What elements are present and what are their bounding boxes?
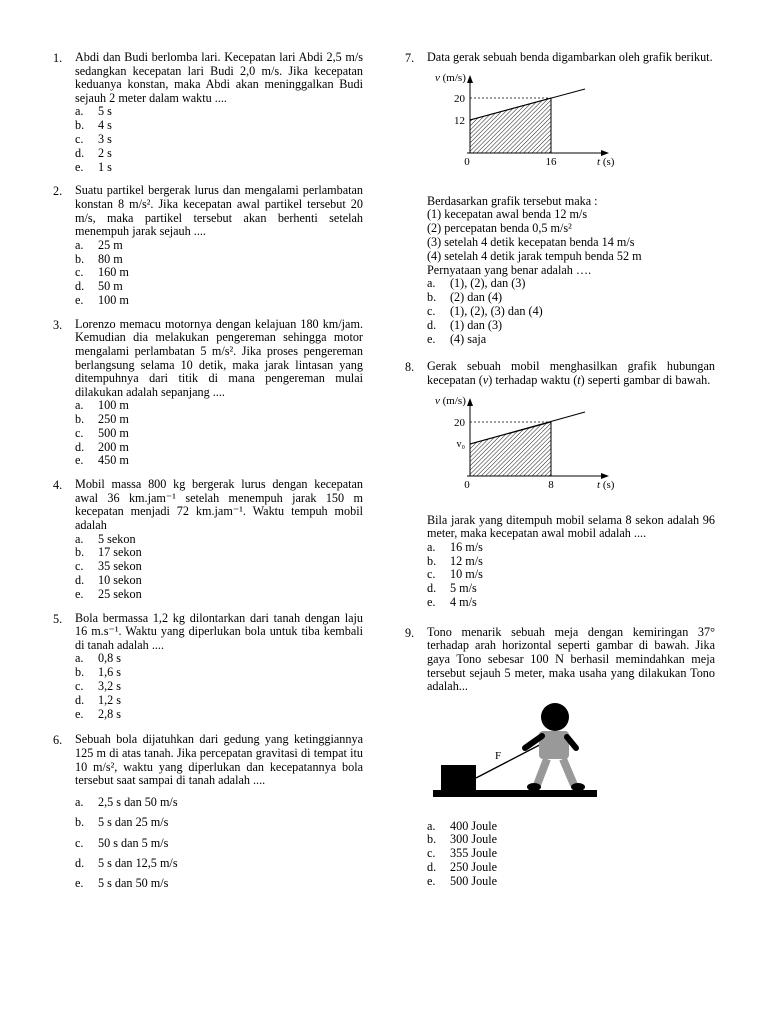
option-text: 250 m <box>98 412 129 427</box>
question-stem: Mobil massa 800 kg bergerak lurus dengan kecepatan awal 36 km.jam⁻¹ setelah menempuh jarak 150 m kecepatan menjadi 72 km.jam⁻¹. Waktu tempuh mobil adalah <box>75 477 363 533</box>
option-letter: d. <box>75 145 85 160</box>
question-number: 9. <box>405 625 415 640</box>
answer-option[interactable] <box>75 833 363 853</box>
answer-options <box>75 399 363 468</box>
statement-line: Pernyataan yang benar adalah …. <box>427 262 592 277</box>
option-letter: a. <box>75 794 84 809</box>
answer-option[interactable] <box>75 680 363 694</box>
pulling-table-illustration <box>433 700 603 800</box>
option-letter: d. <box>427 317 437 332</box>
answer-option[interactable] <box>427 541 715 555</box>
velocity-time-graph-8 <box>427 394 627 504</box>
answer-option[interactable] <box>75 441 363 455</box>
option-text: 50 s dan 5 m/s <box>98 835 169 850</box>
option-letter: a. <box>75 651 84 666</box>
option-text: 80 m <box>98 251 123 266</box>
option-text: 10 m/s <box>450 567 483 582</box>
option-text: 1 s <box>98 159 112 174</box>
answer-option[interactable] <box>75 546 363 560</box>
shaded-area <box>470 98 551 153</box>
question-4 <box>53 478 363 601</box>
person-foot-right <box>571 783 585 791</box>
question-5 <box>53 612 363 722</box>
option-letter: e. <box>75 706 84 721</box>
y-tick-top: 20 <box>454 416 465 429</box>
option-letter: d. <box>427 581 437 596</box>
question-7 <box>405 51 715 346</box>
answer-option[interactable] <box>75 161 363 175</box>
option-letter: e. <box>427 331 436 346</box>
question-8-followup: Bila jarak yang ditempuh mobil selama 8 sekon adalah 96 meter, maka kecepatan awal mobil adalah .... <box>427 512 715 541</box>
option-letter: b. <box>75 251 85 266</box>
option-letter: c. <box>75 265 84 280</box>
answer-option[interactable] <box>427 291 715 305</box>
option-letter: b. <box>75 665 85 680</box>
option-text: 4 s <box>98 118 112 133</box>
x-tick-end: 16 <box>545 155 557 168</box>
force-label: F <box>495 749 502 762</box>
option-text: 5 s dan 25 m/s <box>98 815 169 830</box>
option-letter: b. <box>75 412 85 427</box>
option-text: 12 m/s <box>450 553 483 568</box>
question-stem: Gerak sebuah mobil menghasilkan grafik hubungan kecepatan (v) terhadap waktu (t) seperti gambar di bawah. <box>427 359 715 387</box>
answer-option[interactable] <box>75 280 363 294</box>
option-letter: e. <box>427 594 436 609</box>
option-text: 160 m <box>98 265 129 280</box>
answer-option[interactable] <box>75 708 363 722</box>
option-letter: c. <box>427 846 436 861</box>
option-letter: e. <box>427 873 436 888</box>
option-text: (2) dan (4) <box>450 290 503 305</box>
option-letter: d. <box>75 573 85 588</box>
table-block <box>441 765 476 790</box>
option-letter: b. <box>427 832 437 847</box>
answer-option[interactable] <box>427 596 715 610</box>
answer-option[interactable] <box>75 399 363 413</box>
x-axis-label: t (s) <box>597 478 615 491</box>
question-stem: Tono menarik sebuah meja dengan kemiringan 37° terhadap arah horizontal seperti gambar di bawah. Jika gaya Tono sebesar 100 N berhasil memindahkan meja tersebut sejauh 5 meter, maka usaha yang dilakukan Tono adalah... <box>427 624 715 694</box>
answer-option[interactable] <box>75 588 363 602</box>
option-letter: a. <box>427 276 436 291</box>
option-letter: c. <box>75 679 84 693</box>
question-number: 4. <box>53 478 63 493</box>
option-letter: e. <box>75 586 84 601</box>
question-number: 1. <box>53 51 63 65</box>
answer-options <box>427 541 715 610</box>
answer-option[interactable] <box>427 555 715 569</box>
option-text: 50 m <box>98 279 123 294</box>
option-letter: c. <box>75 559 84 574</box>
option-text: (1) dan (3) <box>450 317 503 332</box>
answer-option[interactable] <box>75 574 363 588</box>
answer-option[interactable] <box>427 319 715 333</box>
question-6 <box>53 733 363 893</box>
option-text: 200 m <box>98 439 129 454</box>
answer-option[interactable] <box>427 847 715 861</box>
option-text: 450 m <box>98 453 129 468</box>
option-text: 100 m <box>98 292 129 307</box>
question-8 <box>405 360 715 609</box>
option-text: (4) saja <box>450 331 487 346</box>
right-column <box>405 51 715 899</box>
option-text: 500 m <box>98 425 129 440</box>
answer-option[interactable] <box>427 305 715 319</box>
option-text: 5 sekon <box>98 531 136 546</box>
option-letter: d. <box>75 279 85 294</box>
answer-option[interactable] <box>75 413 363 427</box>
option-text: 5 m/s <box>450 581 477 596</box>
option-letter: e. <box>75 159 84 174</box>
y-tick-mid: 12 <box>454 114 465 127</box>
answer-option[interactable] <box>75 119 363 133</box>
question-stem: Lorenzo memacu motornya dengan kelajuan 180 km/jam. Kemudian dia melakukan pengereman sehingga motor mengalami perlambatan 5 m/s². Jika proses pengereman berlangsung selama 10 detik, maka jarak lintasan yang ditempuhnya dari titik di mana pengereman mulai dilakukan adalah sepanjang .... <box>75 316 363 399</box>
answer-options <box>75 792 363 894</box>
statement-line: (2) percepatan benda 0,5 m/s² <box>427 221 572 236</box>
answer-option[interactable] <box>427 875 715 889</box>
question-stem: Suatu partikel bergerak lurus dan mengalami perlambatan konstan 8 m/s². Jika kecepatan awal partikel tersebut 20 m/s, maka partikel tersebut akan berhenti setelah menempuh jarak sejauh .... <box>75 183 363 239</box>
answer-options <box>427 277 715 346</box>
y-axis-arrow <box>467 75 473 83</box>
question-number: 6. <box>53 733 63 748</box>
ground <box>433 790 597 797</box>
option-text: 35 sekon <box>98 559 142 574</box>
x-tick-end: 8 <box>548 478 554 491</box>
option-letter: d. <box>427 860 437 875</box>
statement-line: Berdasarkan grafik tersebut maka : <box>427 193 598 208</box>
person-leg-right <box>563 759 574 785</box>
option-text: 2 s <box>98 145 112 160</box>
answer-option[interactable] <box>75 105 363 119</box>
option-letter: d. <box>75 439 85 454</box>
option-letter: a. <box>75 104 84 119</box>
option-text: 17 sekon <box>98 545 142 560</box>
option-text: 500 Joule <box>450 873 498 888</box>
question-9 <box>405 626 715 889</box>
option-text: 3,2 s <box>98 679 122 693</box>
option-letter: a. <box>75 237 84 252</box>
answer-option[interactable] <box>75 533 363 547</box>
answer-option[interactable] <box>75 873 363 893</box>
option-letter: a. <box>427 539 436 554</box>
answer-option[interactable] <box>427 277 715 291</box>
answer-option[interactable] <box>427 568 715 582</box>
answer-option[interactable] <box>75 694 363 708</box>
velocity-time-graph-7 <box>427 71 627 181</box>
option-text: 1,2 s <box>98 692 122 707</box>
option-text: 10 sekon <box>98 573 142 588</box>
option-text: 2,5 s dan 50 m/s <box>98 794 178 809</box>
question-7-statements <box>427 195 715 278</box>
option-text: 5 s <box>98 104 112 119</box>
option-text: 400 Joule <box>450 818 498 833</box>
option-letter: c. <box>75 131 84 146</box>
answer-option[interactable] <box>75 853 363 873</box>
person-foot-left <box>527 783 541 791</box>
option-text: 300 Joule <box>450 832 498 847</box>
answer-option[interactable] <box>427 833 715 847</box>
option-text: 1,6 s <box>98 665 122 680</box>
question-number: 5. <box>53 611 63 626</box>
y-axis-label: v (m/s) <box>435 394 466 407</box>
answer-option[interactable] <box>75 266 363 280</box>
question-number: 3. <box>53 317 63 332</box>
question-number: 2. <box>53 184 63 199</box>
answer-options <box>427 820 715 889</box>
option-letter: e. <box>75 876 84 891</box>
option-letter: b. <box>427 290 437 305</box>
option-text: 5 s dan 50 m/s <box>98 876 169 891</box>
option-letter: b. <box>427 553 437 568</box>
option-text: (1), (2), dan (3) <box>450 276 526 291</box>
y-axis-label: v (m/s) <box>435 71 466 84</box>
answer-option[interactable] <box>75 560 363 574</box>
answer-option[interactable] <box>75 147 363 161</box>
person-leg-left <box>537 759 547 785</box>
statement-line: (3) setelah 4 detik kecepatan benda 14 m/s <box>427 234 635 249</box>
statement-line: (1) kecepatan awal benda 12 m/s <box>427 207 588 222</box>
option-text: 2,8 s <box>98 706 122 721</box>
option-letter: a. <box>75 398 84 413</box>
answer-options <box>75 533 363 602</box>
left-column <box>53 51 363 904</box>
answer-option[interactable] <box>427 820 715 834</box>
question-stem: Bola bermassa 1,2 kg dilontarkan dari tanah dengan laju 16 m.s⁻¹. Waktu yang diperlukan bola untuk tiba kembali di tanah adalah .... <box>75 610 363 652</box>
question-stem: Data gerak sebuah benda digambarkan oleh grafik berikut. <box>427 50 713 64</box>
answer-option[interactable] <box>427 582 715 596</box>
option-letter: c. <box>75 425 84 440</box>
question-number: 7. <box>405 51 415 65</box>
option-text: 100 m <box>98 398 129 413</box>
option-text: 4 m/s <box>450 594 477 609</box>
option-text: 16 m/s <box>450 539 483 554</box>
answer-option[interactable] <box>75 812 363 832</box>
x-axis-label: t (s) <box>597 155 615 168</box>
question-2 <box>53 184 363 307</box>
answer-option[interactable] <box>427 333 715 347</box>
x-tick-origin: 0 <box>464 155 470 168</box>
answer-option[interactable] <box>75 239 363 253</box>
answer-option[interactable] <box>427 861 715 875</box>
statement-line: (4) setelah 4 detik jarak tempuh benda 52 m <box>427 248 642 263</box>
option-text: 3 s <box>98 131 112 146</box>
option-letter: a. <box>75 531 84 546</box>
option-text: 25 m <box>98 237 123 252</box>
shaded-area <box>470 422 551 476</box>
option-letter: d. <box>75 692 85 707</box>
option-letter: c. <box>75 835 84 850</box>
option-text: 5 s dan 12,5 m/s <box>98 855 178 870</box>
answer-option[interactable] <box>75 792 363 812</box>
y-tick-top: 20 <box>454 92 465 105</box>
option-letter: c. <box>427 303 436 318</box>
option-letter: b. <box>75 545 85 560</box>
question-3 <box>53 318 363 469</box>
answer-option[interactable] <box>75 294 363 308</box>
option-text: (1), (2), (3) dan (4) <box>450 303 543 318</box>
option-letter: c. <box>427 567 436 582</box>
y-axis-arrow <box>467 398 473 406</box>
option-letter: d. <box>75 855 85 870</box>
x-tick-origin: 0 <box>464 478 470 491</box>
y-tick-mid: v₀ <box>456 438 465 450</box>
answer-option[interactable] <box>75 253 363 267</box>
option-text: 0,8 s <box>98 651 122 666</box>
answer-options <box>75 239 363 308</box>
answer-option[interactable] <box>75 133 363 147</box>
question-1 <box>53 51 363 174</box>
option-letter: a. <box>427 818 436 833</box>
option-letter: e. <box>75 292 84 307</box>
option-text: 250 Joule <box>450 860 498 875</box>
answer-option[interactable] <box>75 652 363 666</box>
answer-option[interactable] <box>75 666 363 680</box>
answer-option[interactable] <box>75 454 363 468</box>
option-letter: e. <box>75 453 84 468</box>
answer-options <box>75 105 363 174</box>
option-text: 355 Joule <box>450 846 498 861</box>
option-text: 25 sekon <box>98 586 142 601</box>
question-number: 8. <box>405 360 415 375</box>
option-letter: b. <box>75 118 85 133</box>
answer-option[interactable] <box>75 427 363 441</box>
person-head <box>541 703 569 731</box>
question-stem: Abdi dan Budi berlomba lari. Kecepatan lari Abdi 2,5 m/s sedangkan kecepatan lari Budi 2,0 m/s. Jika kecepatan keduanya konstan, maka Abdi akan meninggalkan Budi sejauh 2 meter dalam waktu .... <box>75 50 363 105</box>
question-stem: Sebuah bola dijatuhkan dari gedung yang ketinggiannya 125 m di atas tanah. Jika percepatan gravitasi di tempat itu 10 m/s², waktu yang diperlukan dan kecepatannya bola tersebut saat sampai di tanah adalah .... <box>75 732 363 788</box>
answer-options <box>75 652 363 721</box>
option-letter: b. <box>75 815 85 830</box>
